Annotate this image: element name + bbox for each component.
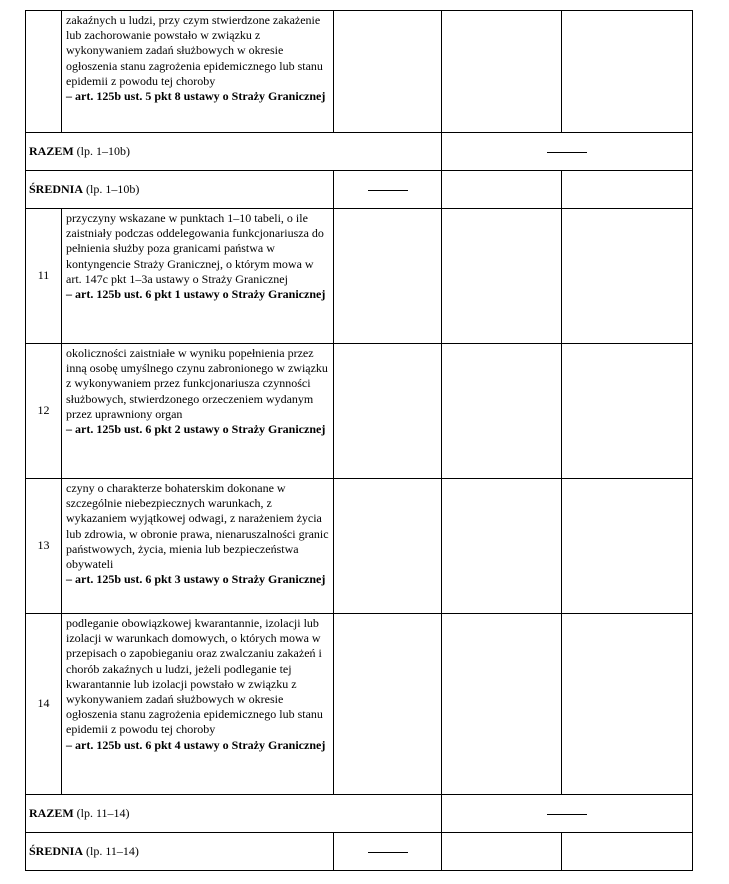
dash-cell <box>334 833 442 871</box>
average-label-cell <box>26 171 334 209</box>
value-cell <box>562 344 693 479</box>
description-text: podleganie obowiązkowej kwarantannie, izolacji lub izolacji w warunkach domowych, o których mowa w przepisach o zapobieganiu oraz zwalczaniu zakażeń i chorób zakaźnych u ludzi, jeżeli podleganie tej kwarantannie lub izolacji powstało w związku z wykonywaniem zadań służbowych w okresie ogłoszenia stanu zagrożenia epidemicznego lub stanu epidemii z powodu tej choroby <box>66 616 323 737</box>
legal-reference: – art. 125b ust. 6 pkt 1 ustawy o Straży Granicznej <box>66 287 326 302</box>
value-cell <box>442 614 562 795</box>
dash-line <box>547 152 587 153</box>
average-label-bold: ŚREDNIA <box>29 181 84 196</box>
sum-label-range: (lp. 11–14) <box>73 805 130 820</box>
dash-line <box>547 814 587 815</box>
table-row <box>26 344 693 479</box>
average-row <box>26 171 693 209</box>
value-cell <box>442 171 562 209</box>
lp-cell <box>26 11 62 133</box>
value-cell <box>442 479 562 614</box>
description-cell <box>62 209 334 344</box>
sum-label-cell <box>26 133 442 171</box>
value-cell <box>562 833 693 871</box>
sum-label-bold: RAZEM <box>29 143 74 158</box>
lp-cell: 14 <box>26 614 62 795</box>
value-cell <box>334 614 442 795</box>
lp-cell: 13 <box>26 479 62 614</box>
value-cell <box>562 171 693 209</box>
value-cell <box>442 209 562 344</box>
legal-reference: – art. 125b ust. 6 pkt 2 ustawy o Straży Granicznej <box>66 422 326 437</box>
criteria-table <box>25 10 693 871</box>
average-label-range: (lp. 11–14) <box>83 843 139 858</box>
table-row <box>26 11 693 133</box>
table-row <box>26 479 693 614</box>
average-label-range: (lp. 1–10b) <box>83 181 140 196</box>
dash-cell <box>442 795 693 833</box>
legal-reference: – art. 125b ust. 6 pkt 3 ustawy o Straży Granicznej <box>66 572 326 587</box>
table-row <box>26 614 693 795</box>
value-cell <box>562 479 693 614</box>
description-cell <box>62 11 334 133</box>
sum-row <box>26 133 693 171</box>
dash-line <box>368 190 408 191</box>
description-text: przyczyny wskazane w punktach 1–10 tabeli, o ile zaistniały podczas oddelegowania funkcjonariusza do pełnienia służby poza granicami państwa w kontyngencie Straży Granicznej, o którym mowa w art. 147c pkt 1–3a ustawy o Straży Granicznej <box>66 211 324 286</box>
dash-line <box>368 852 408 853</box>
legal-reference: – art. 125b ust. 6 pkt 4 ustawy o Straży Granicznej <box>66 737 326 752</box>
sum-label-range: (lp. 1–10b) <box>73 143 130 158</box>
value-cell <box>334 11 442 133</box>
sum-label-bold: RAZEM <box>29 805 74 820</box>
value-cell <box>562 209 693 344</box>
sum-label-cell <box>26 795 442 833</box>
dash-cell <box>442 133 693 171</box>
legal-reference: – art. 125b ust. 5 pkt 8 ustawy o Straży Granicznej <box>66 89 326 104</box>
value-cell <box>334 344 442 479</box>
average-row <box>26 833 693 871</box>
dash-cell <box>334 171 442 209</box>
value-cell <box>562 614 693 795</box>
average-label-bold: ŚREDNIA <box>29 843 84 858</box>
description-text: okoliczności zaistniałe w wyniku popełnienia przez inną osobę umyślnego czynu zabronionego w związku z wykonywaniem przez funkcjonariusza czynności służbowych, stwierdzonego orzeczeniem wydanym przez uprawniony organ <box>66 346 328 421</box>
lp-cell: 12 <box>26 344 62 479</box>
sum-row <box>26 795 693 833</box>
value-cell <box>442 344 562 479</box>
value-cell <box>334 479 442 614</box>
value-cell <box>334 209 442 344</box>
description-cell <box>62 344 334 479</box>
description-cell <box>62 614 334 795</box>
table-row <box>26 209 693 344</box>
lp-cell: 11 <box>26 209 62 344</box>
description-cell <box>62 479 334 614</box>
description-text: zakaźnych u ludzi, przy czym stwierdzone zakażenie lub zachorowanie powstało w związku z wykonywaniem zadań służbowych w okresie ogłoszenia stanu zagrożenia epidemicznego lub stanu epidemii z powodu tej choroby <box>66 13 323 88</box>
value-cell <box>562 11 693 133</box>
average-label-cell <box>26 833 334 871</box>
value-cell <box>442 833 562 871</box>
description-text: czyny o charakterze bohaterskim dokonane w szczególnie niebezpiecznych warunkach, z wykazaniem wyjątkowej odwagi, z narażeniem życia lub zdrowia, w obronie prawa, nienaruszalności granic państwowych, życia, mienia lub bezpieczeństwa obywateli <box>66 481 329 572</box>
value-cell <box>442 11 562 133</box>
